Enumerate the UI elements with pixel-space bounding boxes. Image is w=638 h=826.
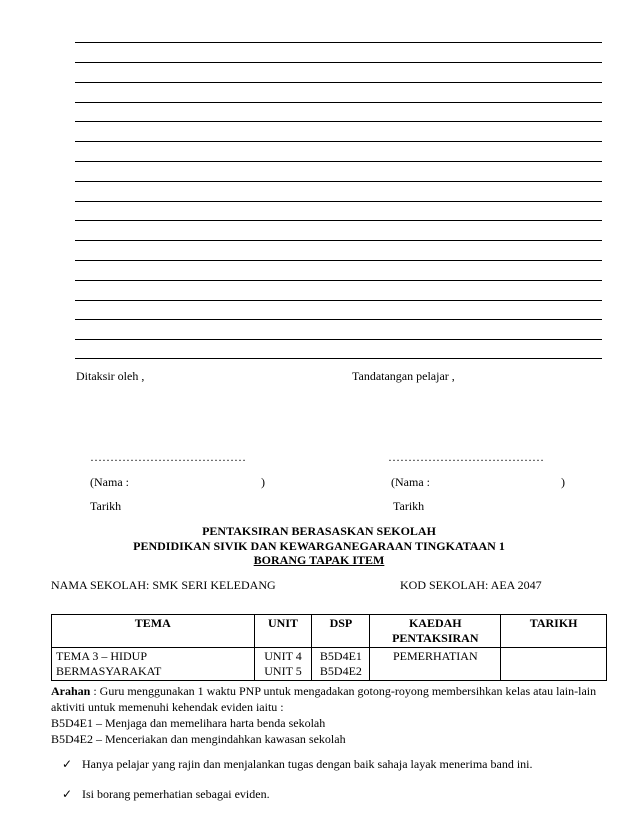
title-line-3: BORANG TAPAK ITEM	[253, 553, 385, 567]
student-name-open: (Nama :	[391, 475, 430, 489]
header-tema: TEMA	[52, 615, 255, 648]
cell-tarikh[interactable]	[501, 648, 607, 681]
writing-line	[75, 220, 602, 221]
writing-line	[75, 240, 602, 241]
student-signature-label: Tandatangan pelajar ,	[352, 369, 455, 383]
check-icon: ✓	[62, 787, 73, 801]
writing-line	[75, 102, 602, 103]
student-signature-dots: …………………………………	[388, 450, 544, 464]
bullet-2-text: Isi borang pemerhatian sebagai eviden.	[82, 787, 270, 801]
writing-line	[75, 339, 602, 340]
assessor-name-close: )	[261, 475, 265, 489]
instructions-paragraph	[51, 683, 611, 715]
instructions-text: : Guru menggunakan 1 waktu PNP untuk mengadakan gotong-royong membersihkan kelas atau lain-lain aktiviti untuk memenuhi kehendak eviden iaitu :	[51, 684, 597, 714]
item-table	[51, 614, 607, 681]
evidence-1: B5D4E1 – Menjaga dan memelihara harta benda sekolah	[51, 716, 326, 730]
check-icon: ✓	[62, 757, 73, 771]
writing-line	[75, 121, 602, 122]
cell-tema: TEMA 3 – HIDUP BERMASYARAKAT	[52, 648, 255, 681]
bullet-1-text: Hanya pelajar yang rajin dan menjalankan tugas dengan baik sahaja layak menerima band ini.	[82, 757, 533, 771]
cell-dsp	[312, 648, 370, 681]
student-date-label: Tarikh	[393, 499, 425, 513]
table-row	[52, 648, 607, 681]
assessed-by-label: Ditaksir oleh ,	[76, 369, 145, 383]
writing-line	[75, 181, 602, 182]
title-line-2: PENDIDIKAN SIVIK DAN KEWARGANEGARAAN TINGKATAAN 1	[133, 539, 505, 553]
evidence-2: B5D4E2 – Menceriakan dan mengindahkan kawasan sekolah	[51, 732, 346, 746]
writing-line	[75, 280, 602, 281]
instructions	[51, 683, 611, 747]
cell-unit	[254, 648, 312, 681]
writing-line	[75, 62, 602, 63]
header-dsp: DSP	[312, 615, 370, 648]
writing-line	[75, 42, 602, 43]
assessor-signature-dots: …………………………………	[90, 450, 246, 464]
writing-line	[75, 201, 602, 202]
unit-4: UNIT 4	[264, 649, 302, 663]
writing-line	[75, 161, 602, 162]
cell-kaedah: PEMERHATIAN	[370, 648, 501, 681]
instructions-label: Arahan	[51, 684, 91, 698]
dsp-2: B5D4E2	[319, 664, 362, 678]
writing-line	[75, 141, 602, 142]
school-name: NAMA SEKOLAH: SMK SERI KELEDANG	[51, 578, 276, 592]
bullet-1	[62, 757, 533, 771]
table-header-row	[52, 615, 607, 648]
header-unit: UNIT	[254, 615, 312, 648]
writing-line	[75, 82, 602, 83]
student-name-close: )	[561, 475, 565, 489]
header-tarikh: TARIKH	[501, 615, 607, 648]
header-kaedah: KAEDAH PENTAKSIRAN	[370, 615, 501, 648]
writing-line	[75, 300, 602, 301]
title-line-1: PENTAKSIRAN BERASASKAN SEKOLAH	[202, 524, 436, 538]
dsp-1: B5D4E1	[319, 649, 362, 663]
writing-line	[75, 319, 602, 320]
bullet-2	[62, 787, 270, 801]
school-code: KOD SEKOLAH: AEA 2047	[400, 578, 542, 592]
assessor-name-open: (Nama :	[90, 475, 129, 489]
writing-line	[75, 260, 602, 261]
assessor-date-label: Tarikh	[90, 499, 122, 513]
unit-5: UNIT 5	[264, 664, 302, 678]
writing-line	[75, 358, 602, 359]
